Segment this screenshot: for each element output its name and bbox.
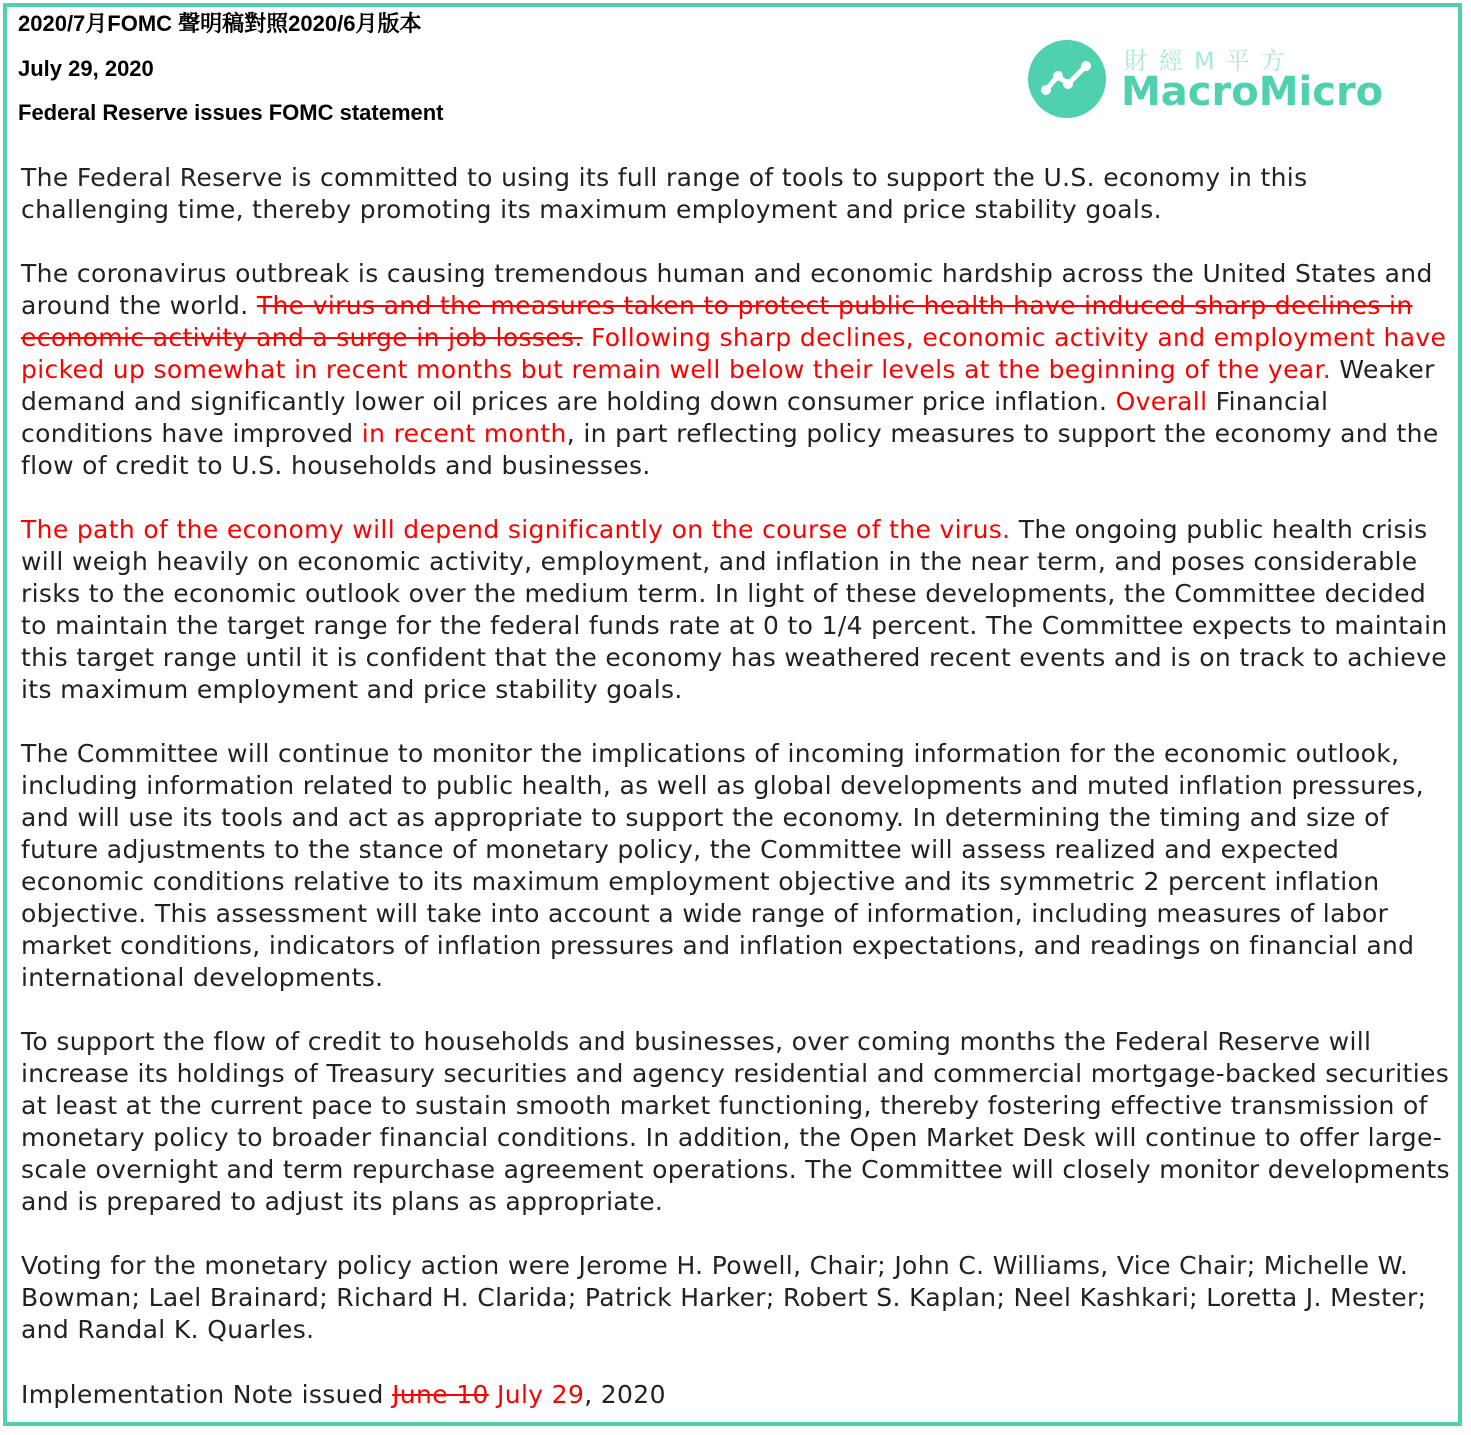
- added-text: in recent month: [361, 419, 567, 448]
- paragraph-1: The Federal Reserve is committed to using its full range of tools to support the U.S. economy in this challenging time, thereby promoting its maximum employment and price stability goals.: [21, 163, 1308, 224]
- added-text: Overall: [1115, 387, 1208, 416]
- header: [18, 12, 444, 146]
- deleted-date: June 10: [392, 1380, 489, 1409]
- paragraph-3: [21, 514, 1451, 706]
- logo-english-text: MacroMicro: [1121, 69, 1384, 115]
- paragraph-2-sentence-1: The coronavirus outbreak is causing tremendous human and economic hardship across the United States and around the world.: [21, 259, 1433, 320]
- header-subtitle: Federal Reserve issues FOMC statement: [18, 100, 444, 125]
- implementation-note-suffix: , 2020: [584, 1380, 666, 1409]
- header-date: July 29, 2020: [18, 55, 154, 81]
- implementation-note-prefix: Implementation Note issued: [21, 1380, 384, 1409]
- paragraph-4: The Committee will continue to monitor the implications of incoming information for the economic outlook, including information related to public health, as well as global developments and muted inflation pressures, and will use its tools and act as appropriate to support the economy. In determining the timing and size of future adjustments to the stance of monetary policy, the Committee will assess realized and expected economic conditions relative to its maximum employment objective and its symmetric 2 percent inflation objective. This assessment will take into account a wide range of information, including measures of labor market conditions, indicators of inflation pressures and inflation expectations, and readings on financial and international developments.: [21, 739, 1424, 992]
- paragraph-2-sentence-4: , in part reflecting policy measures to support the economy and the flow of credit to U.S. households and businesses.: [21, 419, 1439, 480]
- paragraph-3-rest: The ongoing public health crisis will weigh heavily on economic activity, employment, and inflation in the near term, and poses considerable risks to the economic outlook over the medium term. In light of these developments, the Committee decided to maintain the target range for the federal funds rate at 0 to 1/4 percent. The Committee expects to maintain this target range until it is confident that the economy has weathered recent events and is on track to achieve its maximum employment and price stability goals.: [21, 515, 1448, 704]
- added-text: The path of the economy will depend significantly on the course of the virus.: [21, 515, 1011, 544]
- paragraph-6: Voting for the monetary policy action were Jerome H. Powell, Chair; John C. Williams, Vice Chair; Michelle W. Bowman; Lael Brainard; Richard H. Clarida; Patrick Harker; Robert S. Kaplan; Neel Kashkari; Loretta J. Mester; and Randal K. Quarles.: [21, 1251, 1427, 1344]
- paragraph-2-sentence-2: Weaker demand and significantly lower oil prices are holding down consumer price inflation.: [21, 355, 1435, 416]
- chart-trend-icon: [1028, 40, 1106, 118]
- paragraph-5: To support the flow of credit to households and businesses, over coming months the Federal Reserve will increase its holdings of Treasury securities and agency residential and commercial mortgage-backed securities at least at the current pace to sustain smooth market functioning, thereby fostering effective transmission of monetary policy to broader financial conditions. In addition, the Open Market Desk will continue to offer large-scale overnight and term repurchase agreement operations. The Committee will closely monitor developments and is prepared to adjust its plans as appropriate.: [21, 1027, 1450, 1216]
- added-date: July 29: [497, 1380, 585, 1409]
- logo-chinese-text: 財經M平方: [1124, 47, 1296, 75]
- paragraph-2: [21, 258, 1451, 482]
- header-title: 2020/7月FOMC 聲明稿對照2020/6月版本: [18, 11, 422, 36]
- macromicro-logo: [1028, 40, 1408, 120]
- implementation-note: [21, 1379, 666, 1411]
- paragraph-2-sentence-3: Financial conditions have improved: [21, 387, 1329, 448]
- statement-body: [21, 162, 1451, 1378]
- added-text: Following sharp declines, economic activity and employment have picked up somewhat in recent months but remain well below their levels at the beginning of the year.: [21, 323, 1447, 384]
- deleted-text: The virus and the measures taken to protect public health have induced sharp declines in economic activity and a surge in job losses.: [21, 291, 1413, 352]
